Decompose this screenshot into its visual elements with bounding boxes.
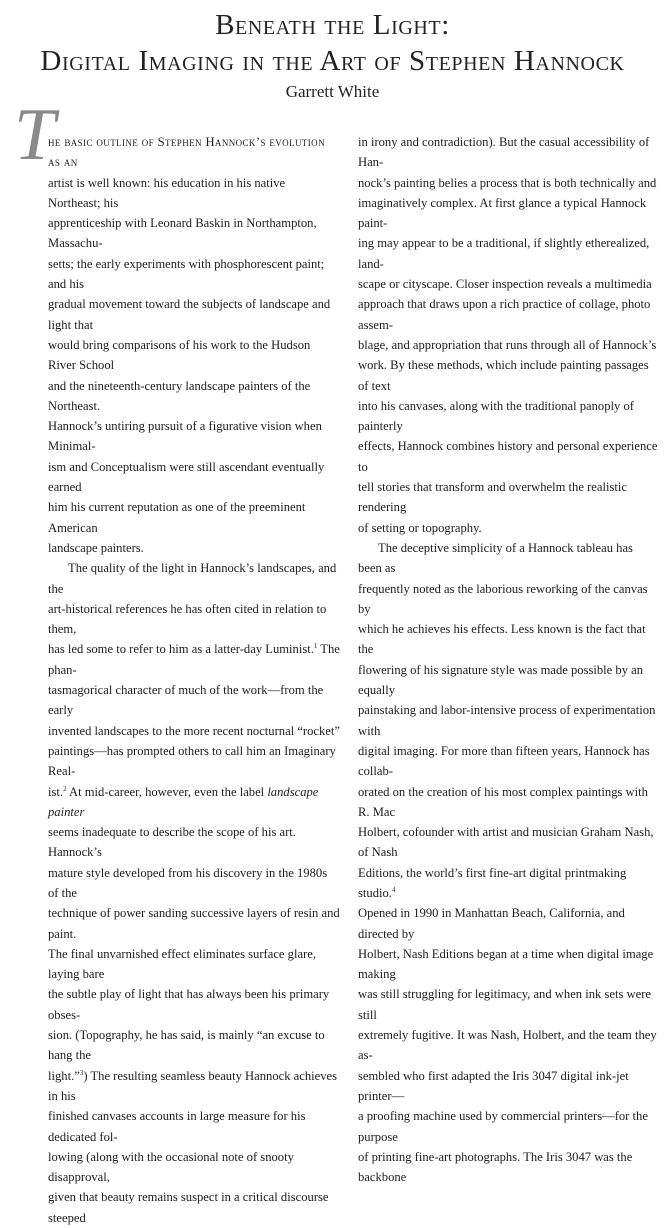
text-line: frequently noted as the laborious reworking of the canvas by xyxy=(358,581,648,616)
paragraph-1 xyxy=(48,132,340,558)
text-line: artist is well known: his education in his native Northeast; his xyxy=(48,175,286,210)
text-line: nock’s painting belies a process that is both technically and xyxy=(358,175,657,190)
text-line: approach that draws upon a rich practice of collage, photo assem- xyxy=(358,297,651,332)
text-line: was still struggling for legitimacy, and when ink sets were still xyxy=(358,987,651,1022)
text-line: Opened in 1990 in Manhattan Beach, California, and directed by xyxy=(358,906,625,941)
drop-cap: T xyxy=(14,94,56,176)
text-line: The deceptive simplicity of a Hannock tableau has been as xyxy=(358,540,633,576)
text-line: extremely fugitive. It was Nash, Holbert, and the team they as- xyxy=(358,1028,657,1063)
text-line: digital imaging. For more than fifteen years, Hannock has collab- xyxy=(358,743,650,779)
footnote-ref-1[interactable]: 1 xyxy=(313,642,318,651)
text-line: ism and Conceptualism were still ascendant eventually earned xyxy=(48,459,325,495)
text-line: Holbert, cofounder with artist and musician Graham Nash, of Nash xyxy=(358,825,654,860)
text-line: Editions, the world’s first fine-art digital printmaking studio. xyxy=(358,865,627,900)
text-line: gradual movement toward the subjects of landscape and light that xyxy=(48,297,331,332)
footnote-ref-4[interactable]: 4 xyxy=(391,885,396,894)
text-line: sembled who first adapted the Iris 3047 digital ink-jet printer— xyxy=(358,1068,629,1103)
text-line: into his canvases, along with the traditional panoply of painterly xyxy=(358,398,634,434)
text-line: scape or cityscape. Closer inspection reveals a multimedia xyxy=(358,277,652,292)
text-line: the subtle play of light that has always been his primary obses- xyxy=(48,987,330,1022)
author-byline: Garrett White xyxy=(285,82,380,101)
text-line: flowering of his signature style was made possible by an equally xyxy=(358,662,644,698)
text-line: ) The resulting seamless beauty Hannock achieves in his xyxy=(48,1068,338,1103)
italic-term: landscape painter xyxy=(48,784,319,819)
text-line: The phan- xyxy=(48,642,340,677)
text-line: technique of power sanding successive layers of resin and paint. xyxy=(48,906,340,941)
text-line: has led some to refer to him as a latter-day Luminist. xyxy=(48,642,314,657)
text-line: effects, Hannock combines history and personal experience to xyxy=(358,439,658,474)
text-line: At mid-career, however, even the label xyxy=(66,784,268,799)
text-line: apprenticeship with Leonard Baskin in Northampton, Massachu- xyxy=(48,216,317,251)
text-line: of printing fine-art photographs. The Iris 3047 was the backbone xyxy=(358,1149,633,1185)
text-line: mature style developed from his discovery in the 1980s of the xyxy=(48,865,328,900)
text-line: The final unvarnished effect eliminates surface glare, laying bare xyxy=(48,946,316,982)
text-line: given that beauty remains suspect in a critical discourse steeped xyxy=(48,1190,329,1225)
text-line: finished canvases accounts in large measure for his dedicated fol- xyxy=(48,1109,306,1144)
text-line: ing may appear to be a traditional, if slightly etherealized, land- xyxy=(358,236,650,271)
text-line: setts; the early experiments with phosphorescent paint; and his xyxy=(48,256,325,292)
text-line: sion. (Topography, he has said, is mainly “an excuse to hang the xyxy=(48,1028,325,1063)
text-line: would bring comparisons of his work to the Hudson River School xyxy=(48,337,311,373)
text-line: painstaking and labor-intensive process of experimentation with xyxy=(358,703,656,738)
text-line: blage, and appropriation that runs through all of Hannock’s xyxy=(358,337,657,352)
paragraph-3 xyxy=(358,132,658,538)
right-column xyxy=(358,132,658,1187)
text-line: invented landscapes to the more recent nocturnal “rocket” xyxy=(48,723,340,738)
lead-in-smallcaps: he basic outline of Stephen Hannock’s evolution as an xyxy=(48,135,325,170)
text-line: lowing (along with the occasional note of snooty disapproval, xyxy=(48,1149,294,1185)
text-line: The quality of the light in Hannock’s landscapes, and the xyxy=(48,561,337,596)
text-line: Hannock’s untiring pursuit of a figurative vision when Minimal- xyxy=(48,419,322,454)
text-line: orated on the creation of his most complex paintings with R. Mac xyxy=(358,784,648,819)
text-line: which he achieves his effects. Less known is the fact that the xyxy=(358,622,646,657)
text-line: a proofing machine used by commercial printers—for the purpose xyxy=(358,1109,648,1144)
text-line: and the nineteenth-century landscape painters of the Northeast. xyxy=(48,378,311,413)
text-line: paintings—has prompted others to call him an Imaginary Real- xyxy=(48,743,336,779)
text-line: seems inadequate to describe the scope of his art. Hannock’s xyxy=(48,825,296,860)
text-line: imaginatively complex. At first glance a typical Hannock paint- xyxy=(358,195,647,231)
footnote-ref-2[interactable]: 2 xyxy=(63,784,67,793)
text-line: Holbert, Nash Editions began at a time when digital image making xyxy=(358,946,654,982)
text-line: him his current reputation as one of the preeminent American xyxy=(48,500,306,535)
text-line: tasmagorical character of much of the work—from the early xyxy=(48,683,324,718)
paragraph-2 xyxy=(48,558,340,1228)
paragraph-4 xyxy=(358,538,658,1188)
text-line: light.” xyxy=(48,1068,80,1083)
title-line-1: Beneath the Light: xyxy=(215,9,450,41)
text-line: ist. xyxy=(48,784,64,799)
text-line: in irony and contradiction). But the casual accessibility of Han- xyxy=(358,135,650,170)
text-line: tell stories that transform and overwhelm the realistic rendering xyxy=(358,480,627,515)
footnote-ref-3[interactable]: 3 xyxy=(79,1068,84,1077)
text-line: landscape painters. xyxy=(48,540,144,555)
title-line-2: Digital Imaging in the Art of Stephen Hannock xyxy=(40,45,625,77)
text-line: art-historical references he has often cited in relation to them, xyxy=(48,601,327,637)
text-line: of setting or topography. xyxy=(358,520,482,535)
text-line: work. By these methods, which include painting passages of text xyxy=(358,358,649,393)
left-column xyxy=(48,132,340,1228)
